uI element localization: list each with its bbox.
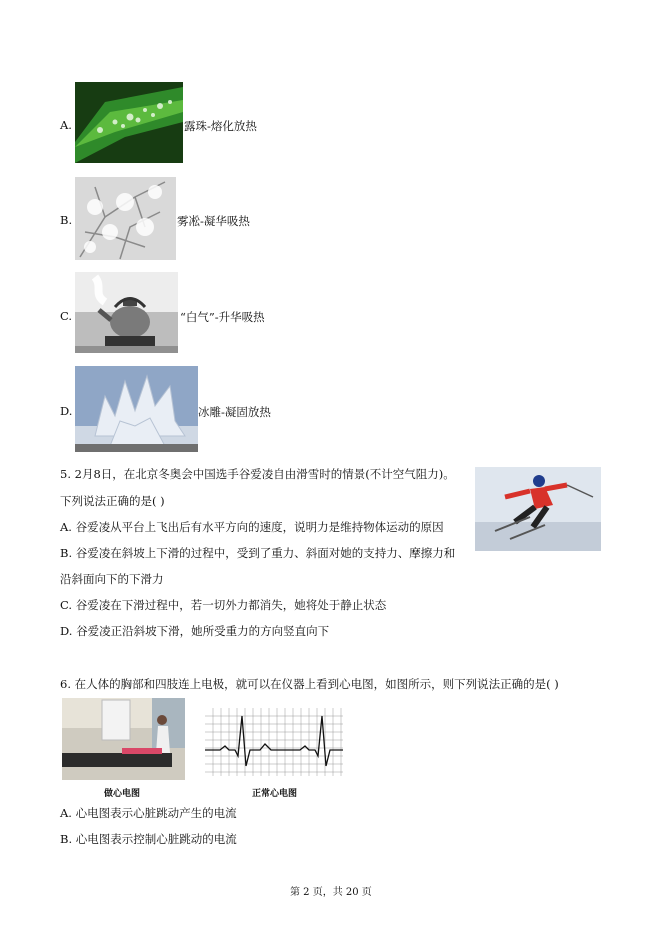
q6-stem: 6. 在人体的胸部和四肢连上电极，就可以在仪器上看到心电图，如图所示，则下列说法正确的是( ) (60, 677, 559, 691)
option-d-letter: D. (60, 404, 73, 418)
option-d-text: 冰雕-凝固放热 (198, 405, 271, 419)
kettle-steam-photo (75, 272, 178, 353)
q5-option-a: A. 谷爱凌从平台上飞出后有水平方向的速度，说明力是维持物体运动的原因 (60, 520, 444, 534)
option-a-text: 露珠-熔化放热 (184, 119, 257, 133)
q6-option-b: B. 心电图表示控制心脏跳动的电流 (60, 832, 237, 846)
q5-option-b-cont: 沿斜面向下的下滑力 (60, 572, 164, 586)
q5-option-d: D. 谷爱凌正沿斜坡下滑，她所受重力的方向竖直向下 (60, 624, 330, 638)
dew-on-leaf-photo (75, 82, 183, 163)
option-c-letter: C. (60, 309, 73, 323)
q6-option-a: A. 心电图表示心脏跳动产生的电流 (60, 806, 237, 820)
q5-option-c: C. 谷爱凌在下滑过程中，若一切外力都消失，她将处于静止状态 (60, 598, 387, 612)
option-b-text: 雾凇-凝华吸热 (177, 214, 250, 228)
ecg-chart (205, 708, 343, 776)
ice-sculpture-photo (75, 366, 198, 452)
rime-frost-photo (75, 177, 176, 260)
ecg-procedure-photo (62, 698, 185, 780)
skier-photo (475, 467, 601, 551)
q5-stem-line1: 5. 2月8日，在北京冬奥会中国选手谷爱凌自由滑雪时的情景(不计空气阻力)。 (60, 467, 455, 481)
q5-option-b: B. 谷爱凌在斜坡上下滑的过程中，受到了重力、斜面对她的支持力、摩擦力和 (60, 546, 456, 560)
option-a-letter: A. (60, 118, 72, 132)
ecg-chart-caption: 正常心电图 (252, 789, 298, 799)
option-b-letter: B. (60, 213, 73, 227)
option-c-text: “白气”-升华吸热 (180, 310, 265, 324)
q5-stem-line2: 下列说法正确的是( ) (60, 494, 165, 508)
ecg-photo-caption: 做心电图 (104, 789, 141, 799)
page-footer: 第 2 页，共 20 页 (290, 887, 372, 898)
